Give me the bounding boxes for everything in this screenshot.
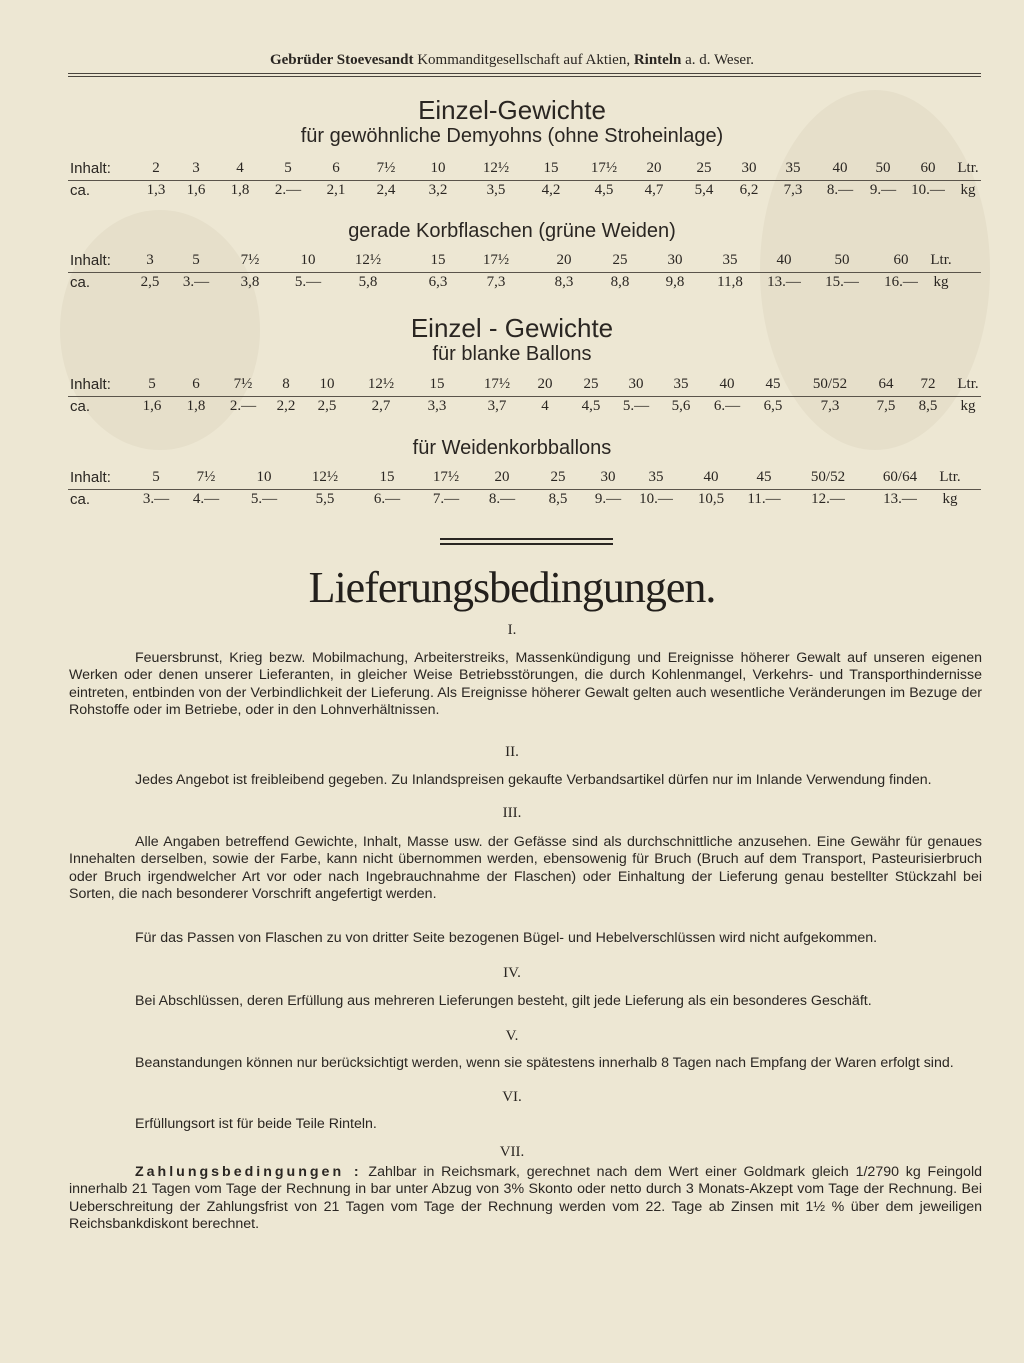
table-cell-ca: 8,3 xyxy=(554,274,574,290)
weight-table-demyohns xyxy=(68,160,981,206)
table-row-inhalt xyxy=(68,252,981,274)
table-row-ca xyxy=(68,182,981,204)
table-cell-inhalt: 30 xyxy=(628,376,644,392)
table-cell-inhalt: 50/52 xyxy=(812,376,848,392)
table-cell-ca: 1,6 xyxy=(186,182,206,198)
table-cell-inhalt: 12½ xyxy=(367,376,395,392)
table-cell-ca: 2,4 xyxy=(376,182,396,198)
table-row-inhalt xyxy=(68,160,981,182)
section-subtitle-weidenkorbballons: für Weidenkorbballons xyxy=(412,437,612,459)
table-cell-ca: 6,3 xyxy=(428,274,448,290)
table-cell-inhalt: 10 xyxy=(430,160,446,176)
table-cell-inhalt: 12½ xyxy=(482,160,510,176)
condition-text-4: Bei Abschlüssen, deren Erfüllung aus mehreren Lieferungen besteht, gilt jede Lieferung als ein besonderes Geschäft. xyxy=(135,993,872,1009)
table-cell-inhalt: 20 xyxy=(556,252,572,268)
table-cell-inhalt: 10 xyxy=(319,376,335,392)
table-cell-ca: 5,5 xyxy=(315,491,335,507)
section-subtitle-demyohns: für gewöhnliche Demyohns (ohne Stroheinlage) xyxy=(300,125,724,147)
table-cell-ca: 1,8 xyxy=(186,398,206,414)
table-cell-inhalt: 5 xyxy=(192,252,200,268)
table-cell-inhalt: 60 xyxy=(920,160,936,176)
table-cell-inhalt: 12½ xyxy=(311,469,339,485)
table-cell-ca: 8.— xyxy=(826,182,854,198)
table-cell-inhalt: 35 xyxy=(673,376,689,392)
condition-text-3: Alle Angaben betreffend Gewichte, Inhalt, Masse usw. der Gefässe sind als durchschnittliche anzusehen. Eine Gewähr für genaues Innehalten derselben, sowie der Farbe, kann nicht übernommen werden, ebensowenig für Bruch (Bruch auf dem Transport, Pasteurisierbruch oder Bruch irgendwelcher Art vor oder nach Ingebrauchnahme der Flaschen) oder Einhaltung der Lieferung genau bestellter Stückzahl bei Sorten, die nach besonderer Vorschrift angefertigt werden. xyxy=(69,834,982,902)
table-cell-inhalt: 5 xyxy=(148,376,156,392)
table-cell-inhalt: 5 xyxy=(152,469,160,485)
table-cell-ca: 12.— xyxy=(811,491,845,507)
table-cell-ca: 13.— xyxy=(883,491,917,507)
table-cell-inhalt: 20 xyxy=(494,469,510,485)
table-cell-inhalt: Ltr. xyxy=(939,469,961,485)
table-cell-ca: 10.— xyxy=(639,491,673,507)
table-cell-ca: 4.— xyxy=(192,491,220,507)
company-form: Kommanditgesellschaft auf Aktien, xyxy=(417,52,631,68)
table-cell-inhalt: 35 xyxy=(785,160,801,176)
section-title-einzelgewichte-ballons: Einzel - Gewichte xyxy=(410,313,614,343)
table-cell-ca: 9.— xyxy=(594,491,622,507)
table-cell-inhalt: 30 xyxy=(667,252,683,268)
table-cell-inhalt: 30 xyxy=(600,469,616,485)
table-cell-ca: 3,2 xyxy=(428,182,448,198)
table-cell-inhalt: Ltr. xyxy=(930,252,952,268)
table-cell-inhalt: 25 xyxy=(583,376,599,392)
table-cell-ca: 2.— xyxy=(274,182,302,198)
table-row-ca xyxy=(68,274,981,296)
table-cell-inhalt: 3 xyxy=(192,160,200,176)
section-number-5: V. xyxy=(505,1028,519,1044)
table-cell-ca: 3.— xyxy=(182,274,210,290)
table-cell-ca: 2,7 xyxy=(371,398,391,414)
table-cell-ca: 7,5 xyxy=(876,398,896,414)
table-cell-ca: 5,4 xyxy=(694,182,714,198)
section-number-4: IV. xyxy=(503,965,521,981)
table-cell-inhalt: 7½ xyxy=(196,469,216,485)
condition-text-1: Feuersbrunst, Krieg bezw. Mobilmachung, Arbeiterstreiks, Massenkündigung und Ereignisse höherer Gewalt auf unseren eigenen Werken oder denen unserer Lieferanten, in gleicher Weise Betriebsstörungen, die durch Kohlenmangel, Verkehrs- und Transporthindernisse eintreten, entbinden von der Verbindlichkeit der Lieferung. Als Ereignisse höherer Gewalt gelten auch wesentliche Veränderungen im Bezuge der Rohstoffe oder im Betriebe, oder in den Lohnverhältnissen. xyxy=(69,650,982,718)
table-cell-ca: 7,3 xyxy=(783,182,803,198)
condition-text-7 xyxy=(69,1164,982,1233)
section-number-3: III. xyxy=(502,805,522,821)
table-row-inhalt xyxy=(68,469,981,491)
table-cell-inhalt: 35 xyxy=(722,252,738,268)
table-cell-ca: 1,6 xyxy=(142,398,162,414)
table-cell-ca: 9,8 xyxy=(665,274,685,290)
table-cell-ca: 11,8 xyxy=(717,274,743,290)
table-cell-ca: 5,8 xyxy=(358,274,378,290)
table-cell-inhalt: 2 xyxy=(152,160,160,176)
table-cell-inhalt: Ltr. xyxy=(957,160,979,176)
table-cell-inhalt: 25 xyxy=(696,160,712,176)
table-cell-ca: 6.— xyxy=(373,491,401,507)
table-cell-ca: 5.— xyxy=(250,491,278,507)
table-cell-ca: 10,5 xyxy=(697,491,725,507)
section-number-1: I. xyxy=(507,622,517,638)
table-cell-inhalt: 5 xyxy=(284,160,292,176)
table-cell-inhalt: 7½ xyxy=(233,376,253,392)
table-cell-ca: kg xyxy=(942,491,958,507)
condition-text-6: Erfüllungsort ist für beide Teile Rinteln. xyxy=(135,1116,377,1132)
table-cell-ca: 5.— xyxy=(294,274,322,290)
company-name: Gebrüder Stoevesandt xyxy=(269,52,414,68)
table-cell-ca: 8,5 xyxy=(918,398,938,414)
section-number-7: VII. xyxy=(499,1144,525,1160)
table-rule xyxy=(68,396,981,397)
table-cell-inhalt: 20 xyxy=(537,376,553,392)
table-cell-ca: 2,5 xyxy=(140,274,160,290)
weight-table-weidenkorbballons xyxy=(68,469,981,515)
row-label-ca: ca. xyxy=(70,182,91,199)
table-cell-ca: 3,8 xyxy=(240,274,260,290)
table-cell-inhalt: 7½ xyxy=(240,252,260,268)
table-cell-inhalt: 45 xyxy=(765,376,781,392)
separator-rule xyxy=(440,543,613,545)
condition-text-2: Jedes Angebot ist freibleibend gegeben. Zu Inlandspreisen gekaufte Verbandsartikel dürfen nur im Inlande Verwendung finden. xyxy=(135,772,932,788)
table-cell-ca: 4,7 xyxy=(644,182,664,198)
table-cell-inhalt: 50/52 xyxy=(810,469,846,485)
table-cell-ca: 1,8 xyxy=(230,182,250,198)
table-cell-ca: 4,5 xyxy=(581,398,601,414)
table-cell-ca: 6,2 xyxy=(739,182,759,198)
payment-terms-label: Zahlungsbedingungen : xyxy=(135,1164,362,1180)
section-number-6: VI. xyxy=(502,1089,522,1105)
table-cell-inhalt: 15 xyxy=(543,160,559,176)
table-cell-inhalt: 50 xyxy=(834,252,850,268)
table-cell-ca: 4 xyxy=(541,398,549,414)
table-row-ca xyxy=(68,398,981,420)
table-cell-inhalt: 40 xyxy=(776,252,792,268)
company-city-suffix: a. d. Weser. xyxy=(685,52,755,68)
table-cell-inhalt: 40 xyxy=(719,376,735,392)
table-cell-ca: 4,5 xyxy=(594,182,614,198)
table-cell-inhalt: 17½ xyxy=(482,252,510,268)
table-cell-ca: 5,6 xyxy=(671,398,691,414)
table-cell-ca: 7.— xyxy=(432,491,460,507)
table-cell-ca: 3,7 xyxy=(487,398,507,414)
table-cell-inhalt: 15 xyxy=(379,469,395,485)
table-cell-ca: 3,3 xyxy=(427,398,447,414)
table-cell-ca: 15.— xyxy=(825,274,859,290)
row-label-ca: ca. xyxy=(70,491,91,508)
table-cell-ca: 4,2 xyxy=(541,182,561,198)
condition-text-3b: Für das Passen von Flaschen zu von dritter Seite bezogenen Bügel- und Hebelverschlüssen wird nicht aufgekommen. xyxy=(135,930,878,946)
section-number-2: II. xyxy=(505,744,519,760)
table-cell-ca: 8,8 xyxy=(610,274,630,290)
table-cell-inhalt: 72 xyxy=(920,376,936,392)
table-cell-ca: 3.— xyxy=(142,491,170,507)
table-cell-inhalt: 60/64 xyxy=(882,469,918,485)
table-cell-ca: 6.— xyxy=(713,398,741,414)
row-label-ca: ca. xyxy=(70,274,91,291)
table-cell-ca: 2,1 xyxy=(326,182,346,198)
table-cell-inhalt: 10 xyxy=(256,469,272,485)
section-subtitle-blanke-ballons: für blanke Ballons xyxy=(432,343,592,365)
row-label-inhalt: Inhalt: xyxy=(70,376,111,393)
table-cell-ca: 2.— xyxy=(229,398,257,414)
table-cell-inhalt: 7½ xyxy=(376,160,396,176)
table-cell-inhalt: 50 xyxy=(875,160,891,176)
table-cell-inhalt: Ltr. xyxy=(957,376,979,392)
table-cell-ca: 3,5 xyxy=(486,182,506,198)
table-cell-ca: 8.— xyxy=(488,491,516,507)
table-cell-inhalt: 64 xyxy=(878,376,894,392)
header-rule xyxy=(68,76,981,77)
table-cell-ca: 1,3 xyxy=(146,182,166,198)
table-cell-inhalt: 4 xyxy=(236,160,244,176)
table-cell-inhalt: 30 xyxy=(741,160,757,176)
table-cell-inhalt: 35 xyxy=(648,469,664,485)
table-cell-inhalt: 25 xyxy=(550,469,566,485)
table-row-inhalt xyxy=(68,376,981,398)
table-cell-inhalt: 12½ xyxy=(354,252,382,268)
table-cell-inhalt: 25 xyxy=(612,252,628,268)
table-cell-inhalt: 20 xyxy=(646,160,662,176)
table-cell-inhalt: 17½ xyxy=(432,469,460,485)
table-cell-ca: kg xyxy=(960,182,976,198)
letterhead xyxy=(0,52,1024,69)
condition-text-5: Beanstandungen können nur berücksichtigt werden, wenn sie spätestens innerhalb 8 Tagen nach Empfang der Waren erfolgt sind. xyxy=(135,1055,954,1071)
table-cell-inhalt: 8 xyxy=(282,376,290,392)
table-cell-ca: 9.— xyxy=(869,182,897,198)
table-cell-ca: 2,5 xyxy=(317,398,337,414)
table-row-ca xyxy=(68,491,981,513)
section-subtitle-korbflaschen: gerade Korbflaschen (grüne Weiden) xyxy=(348,220,676,242)
table-rule xyxy=(68,180,981,181)
row-label-ca: ca. xyxy=(70,398,91,415)
table-cell-inhalt: 3 xyxy=(146,252,154,268)
table-cell-inhalt: 15 xyxy=(429,376,445,392)
header-rule xyxy=(68,73,981,74)
row-label-inhalt: Inhalt: xyxy=(70,252,111,269)
row-label-inhalt: Inhalt: xyxy=(70,469,111,486)
table-cell-inhalt: 6 xyxy=(332,160,340,176)
table-cell-inhalt: 17½ xyxy=(483,376,511,392)
table-cell-ca: 7,3 xyxy=(820,398,840,414)
company-city: Rinteln xyxy=(633,52,682,68)
table-cell-ca: 8,5 xyxy=(548,491,568,507)
table-cell-inhalt: 45 xyxy=(756,469,772,485)
table-cell-ca: 16.— xyxy=(884,274,918,290)
table-cell-inhalt: 6 xyxy=(192,376,200,392)
table-cell-ca: 5.— xyxy=(622,398,650,414)
table-cell-ca: kg xyxy=(933,274,949,290)
payment-terms-text: Zahlbar in Reichsmark, gerechnet nach dem Wert einer Goldmark gleich 1/2790 kg Feingold innerhalb 21 Tagen vom Tage der Rechnung in bar unter Abzug von 3% Skonto oder netto durch 3 Monats-Akzept vom Tage der Rechnung. Bei Ueberschreitung der Zahlungsfrist von 21 Tagen vom Tage der Rechnung werden vom 22. Tage ab Zinsen mit 1½ % über dem jeweiligen Reichsbankdiskont berechnet. xyxy=(69,1164,982,1232)
table-cell-inhalt: 10 xyxy=(300,252,316,268)
table-rule xyxy=(68,489,981,490)
table-cell-ca: 2,2 xyxy=(276,398,296,414)
table-cell-ca: 7,3 xyxy=(486,274,506,290)
table-rule xyxy=(68,272,981,273)
table-cell-inhalt: 40 xyxy=(703,469,719,485)
table-cell-inhalt: 15 xyxy=(430,252,446,268)
row-label-inhalt: Inhalt: xyxy=(70,160,111,177)
weight-table-korbflaschen xyxy=(68,252,981,298)
table-cell-ca: kg xyxy=(960,398,976,414)
separator-rule xyxy=(440,538,613,540)
table-cell-ca: 11.— xyxy=(747,491,781,507)
table-cell-inhalt: 17½ xyxy=(590,160,618,176)
table-cell-ca: 6,5 xyxy=(763,398,783,414)
table-cell-inhalt: 40 xyxy=(832,160,848,176)
table-cell-inhalt: 60 xyxy=(893,252,909,268)
weight-table-blanke-ballons xyxy=(68,376,981,422)
table-cell-ca: 10.— xyxy=(911,182,945,198)
section-title-einzelgewichte: Einzel-Gewichte xyxy=(418,95,606,125)
table-cell-ca: 13.— xyxy=(767,274,801,290)
page-title-lieferungsbedingungen: Lieferungsbedingungen. xyxy=(308,563,716,612)
